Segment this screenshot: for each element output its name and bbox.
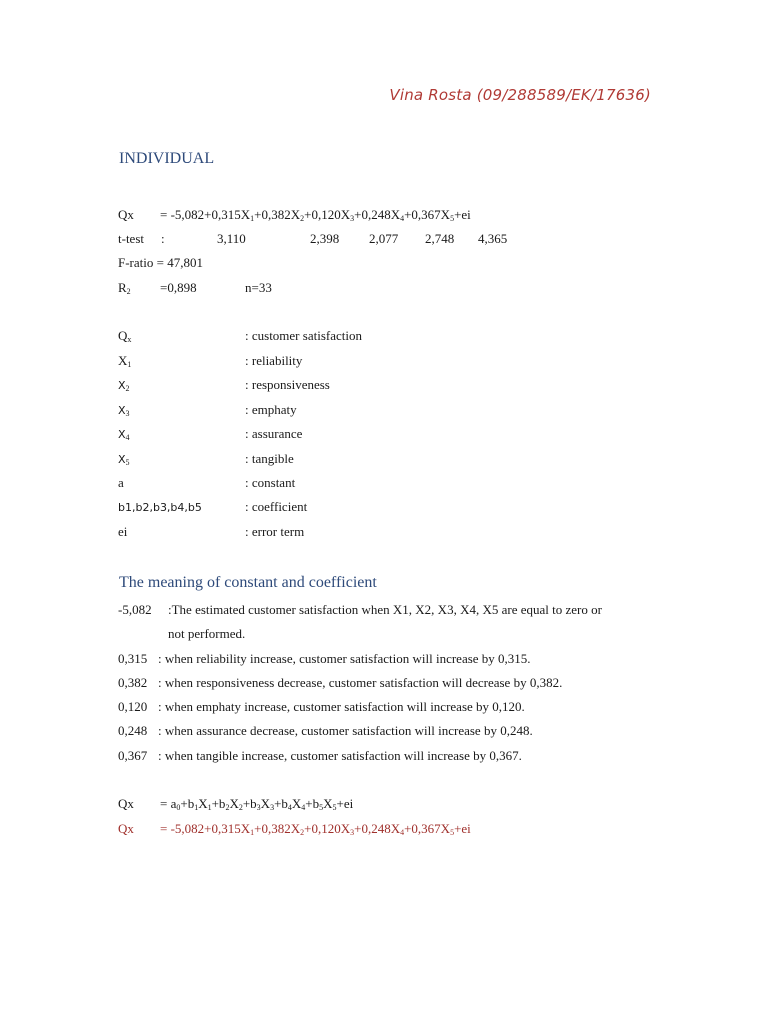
variable-symbol: X	[118, 428, 126, 441]
variable-symbol: Q	[118, 328, 128, 343]
estimated-model	[118, 821, 538, 837]
variable-description: : customer satisfaction	[245, 328, 362, 343]
sample-size: n=33	[245, 280, 272, 295]
variable-subscript: 3	[125, 409, 130, 418]
section-heading-meaning: The meaning of constant and coefficient	[119, 574, 377, 591]
regression-lhs: Qx	[118, 207, 134, 222]
variable-symbol: X	[118, 353, 128, 368]
variable-description: : coefficient	[245, 499, 308, 514]
t-value: 4,365	[478, 231, 508, 246]
coefficient-value: 0,120	[118, 699, 148, 714]
meaning-row	[118, 699, 638, 715]
meaning-text: : when reliability increase, customer satisfaction will increase by 0,315.	[158, 651, 531, 666]
variable-description: : tangible	[245, 451, 294, 466]
regression-equation	[118, 207, 471, 223]
coefficient-value: 0,367	[118, 748, 148, 763]
meaning-row	[118, 651, 638, 667]
f-ratio: F-ratio = 47,801	[118, 255, 203, 270]
variable-subscript: x	[127, 335, 132, 344]
variable-description: : emphaty	[245, 402, 297, 417]
variable-row	[118, 499, 418, 516]
variable-symbol: X	[118, 453, 126, 466]
meaning-row	[118, 723, 638, 739]
variable-row	[118, 402, 418, 422]
variable-description: : assurance	[245, 426, 303, 441]
meaning-text: :The estimated customer satisfaction when X1, X2, X3, X4, X5 are equal to zero or	[168, 602, 602, 617]
estimated-model-rhs: = -5,082+0,315X1+0,382X2+0,120X3+0,248X4+0,367X5+ei	[160, 821, 471, 837]
t-value: 2,077	[369, 231, 399, 246]
variable-row	[118, 475, 418, 491]
variable-subscript: 2	[125, 384, 130, 393]
variable-description: : responsiveness	[245, 377, 330, 392]
variable-description: : constant	[245, 475, 296, 490]
variable-subscript: 1	[127, 360, 132, 369]
variable-row	[118, 524, 418, 540]
general-model-lhs: Qx	[118, 796, 134, 811]
coefficient-value: 0,382	[118, 675, 148, 690]
r-squared-row	[118, 280, 418, 300]
r-squared-label: R2	[118, 280, 131, 296]
variable-symbol: X	[118, 379, 126, 392]
variable-symbol: a	[118, 475, 124, 490]
meaning-text: : when assurance decrease, customer satisfaction will increase by 0,248.	[158, 723, 533, 738]
regression-rhs: = -5,082+0,315X1+0,382X2+0,120X3+0,248X4+0,367X5+ei	[160, 207, 471, 223]
meaning-row	[118, 602, 638, 618]
coefficient-value: 0,248	[118, 723, 148, 738]
meaning-row	[118, 748, 638, 764]
t-value: 3,110	[217, 231, 246, 246]
variable-symbol: ei	[118, 524, 128, 539]
variable-subscript: 4	[125, 433, 130, 442]
variable-row	[118, 451, 418, 471]
t-value: 2,748	[425, 231, 455, 246]
coefficient-value: -5,082	[118, 602, 152, 617]
variable-row	[118, 377, 418, 397]
variable-subscript: 5	[125, 458, 130, 467]
r-squared-value: =0,898	[160, 280, 197, 295]
meaning-text: : when emphaty increase, customer satisfaction will increase by 0,120.	[158, 699, 525, 714]
variable-row	[118, 426, 418, 446]
t-test-colon: :	[161, 231, 165, 246]
section-heading-individual: INDIVIDUAL	[119, 150, 215, 167]
estimated-model-lhs: Qx	[118, 821, 134, 836]
variable-row	[118, 328, 418, 348]
coefficient-value: 0,315	[118, 651, 148, 666]
variable-description: : reliability	[245, 353, 303, 368]
meaning-row	[118, 675, 638, 691]
t-test-label: t-test	[118, 231, 144, 246]
meaning-text: not performed.	[168, 626, 246, 641]
t-value: 2,398	[310, 231, 340, 246]
variable-row	[118, 353, 418, 373]
variable-symbol: X	[118, 404, 126, 417]
meaning-text: : when tangible increase, customer satisfaction will increase by 0,367.	[158, 748, 522, 763]
author-header: Vina Rosta (09/288589/EK/17636)	[389, 86, 651, 104]
general-model-rhs: = a0+b1X1+b2X2+b3X3+b4X4+b5X5+ei	[160, 796, 354, 812]
variable-symbol: b1,b2,b3,b4,b5	[118, 501, 202, 514]
variable-description: : error term	[245, 524, 305, 539]
meaning-text: : when responsiveness decrease, customer satisfaction will decrease by 0,382.	[158, 675, 563, 690]
general-model	[118, 796, 538, 812]
